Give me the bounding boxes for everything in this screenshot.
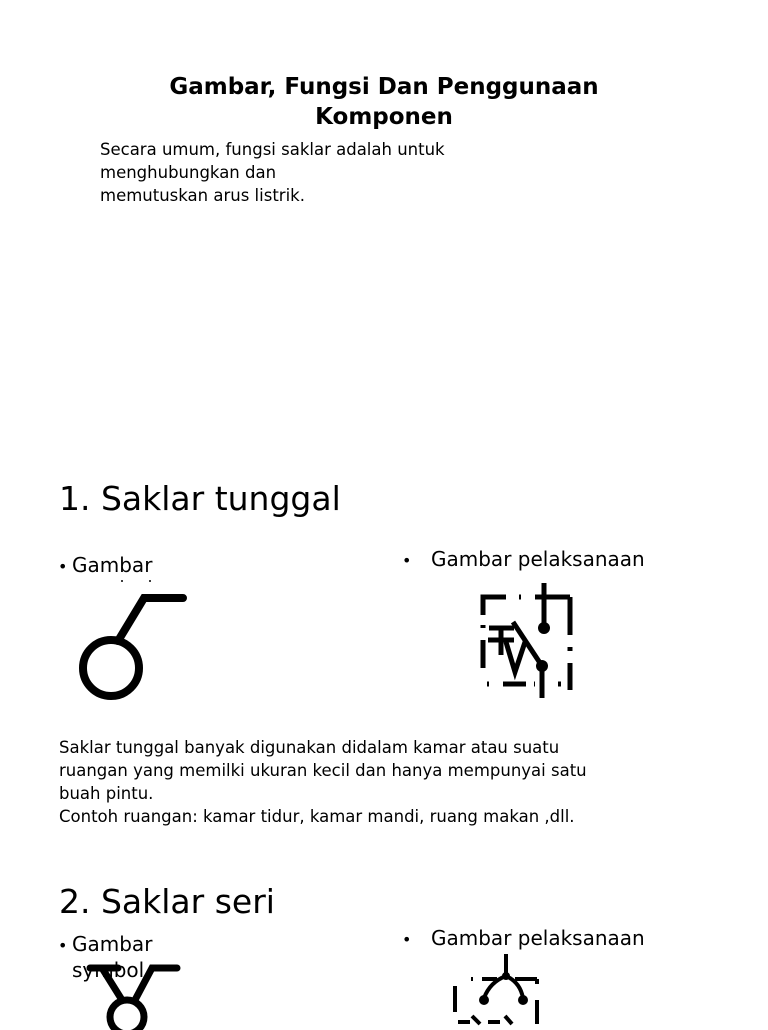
intro-line: menghubungkan dan — [100, 163, 277, 182]
bullet-dot: • — [402, 930, 412, 949]
title-line-2: Komponen — [315, 104, 453, 130]
series-switch-symbol-icon — [90, 960, 190, 1030]
bullet-gambar-pelaksanaan-seri — [402, 926, 645, 952]
single-switch-wiring-diagram-icon — [478, 580, 578, 700]
bullet-label: Gambar pelaksanaan — [431, 547, 645, 571]
bullet-label-line2: symbol — [72, 958, 145, 982]
section-heading-saklar-seri: 2. Saklar seri — [59, 882, 275, 921]
intro-paragraph — [100, 138, 560, 207]
bullet-gambar-pelaksanaan — [402, 547, 645, 573]
description-line: Saklar tunggal banyak digunakan didalam kamar atau suatu — [59, 738, 560, 757]
single-switch-symbol-icon — [70, 575, 200, 705]
section-heading-saklar-tunggal: 1. Saklar tunggal — [59, 479, 341, 518]
series-switch-wiring-diagram-icon — [450, 952, 550, 1024]
description-line: Contoh ruangan: kamar tidur, kamar mandi, ruang makan ,dll. — [59, 807, 575, 826]
intro-line: Secara umum, fungsi saklar adalah untuk — [100, 140, 445, 159]
description-line: ruangan yang memilki ukuran kecil dan hanya mempunyai satu — [59, 761, 587, 780]
description-line: buah pintu. — [59, 784, 154, 803]
title-line-1: Gambar, Fungsi Dan Penggunaan — [169, 74, 599, 100]
bullet-label: Gambar pelaksanaan — [431, 926, 645, 950]
bullet-dot: • — [402, 551, 412, 570]
bullet-label: Gambar — [72, 932, 153, 956]
bullet-label: Gambar — [72, 553, 153, 577]
bullet-dot: • — [58, 936, 68, 955]
page-title — [0, 72, 768, 132]
bullet-dot: • — [58, 557, 68, 576]
intro-line: memutuskan arus listrik. — [100, 186, 305, 205]
saklar-tunggal-description — [59, 736, 719, 828]
